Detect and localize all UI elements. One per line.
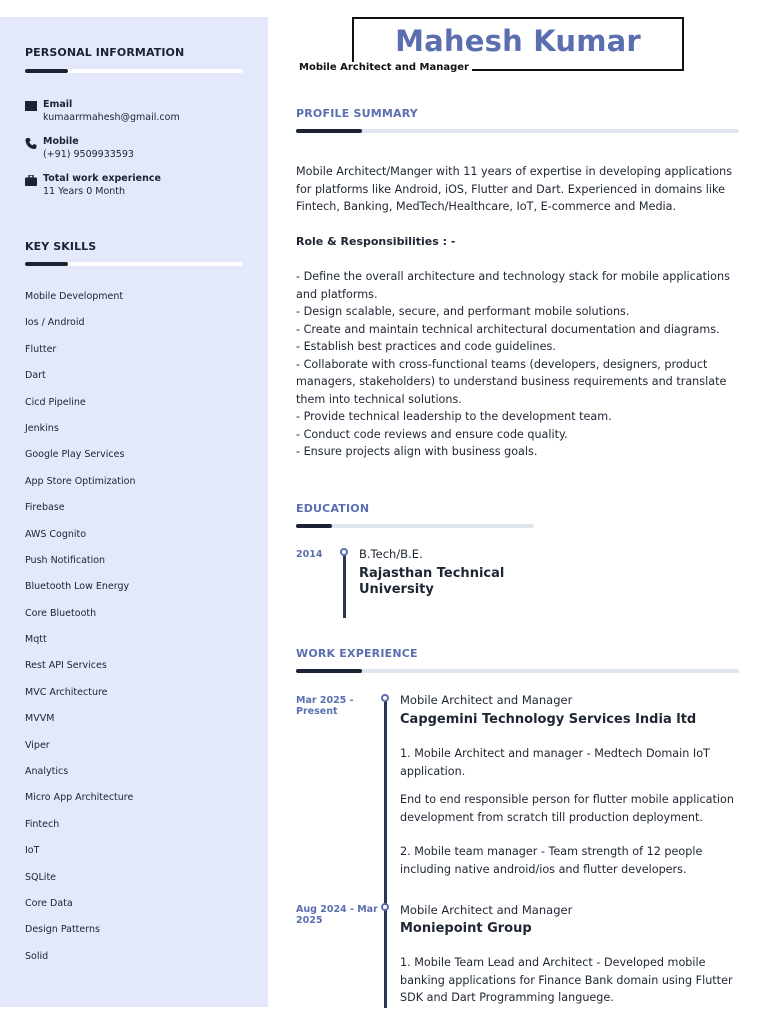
key-skills-divider (25, 262, 243, 266)
education-date: 2014 (296, 549, 323, 560)
skill-item: Flutter (25, 343, 57, 355)
skill-item: Mobile Development (25, 291, 124, 302)
skill-item: SQLite (25, 871, 57, 883)
skill-item: Core Bluetooth (25, 607, 97, 619)
skill-item: Micro App Architecture (25, 792, 134, 804)
phone-icon (25, 138, 37, 149)
education-school: Rajasthan Technical University (359, 566, 505, 597)
education-title: EDUCATION (296, 502, 370, 515)
roles-list (296, 268, 736, 461)
skill-item: App Store Optimization (25, 475, 136, 487)
profile-summary-divider (296, 129, 739, 133)
job-company: Moniepoint Group (400, 921, 532, 936)
work-timeline-line (384, 698, 387, 1008)
profile-summary-text: Mobile Architect/Manger with 11 years of expertise in developing applications for platforms like Android, iOS, Flutter and Dart. Experienced in domains like Fintech, Banking, MedTech/Healthcare, IoT, E-commerce and Media. (296, 165, 733, 213)
personal-info-title: PERSONAL INFORMATION (25, 46, 185, 59)
role-item: - Design scalable, secure, and performant mobile solutions. (296, 305, 630, 318)
skills-list (25, 291, 135, 977)
timeline-dot (340, 548, 348, 556)
phone-value[interactable]: (+91) 9509933593 (43, 149, 134, 160)
education-degree: B.Tech/B.E. (359, 547, 423, 561)
work-experience-divider (296, 669, 739, 673)
job-point: 1. Mobile Architect and manager - Medtech Domain IoT application. (400, 747, 710, 778)
skill-item: MVC Architecture (25, 686, 108, 698)
key-skills-title: KEY SKILLS (25, 240, 97, 253)
email-value[interactable]: kumaarrmahesh@gmail.com (43, 112, 180, 123)
experience-value: 11 Years 0 Month (43, 186, 126, 197)
skill-item: Design Patterns (25, 924, 100, 936)
skill-item: Rest API Services (25, 660, 107, 672)
role-item: - Provide technical leadership to the development team. (296, 410, 612, 423)
personal-info-divider (25, 69, 243, 73)
role-item: - Ensure projects align with business goals. (296, 445, 538, 458)
job-date: Aug 2024 - Mar 2025 (296, 904, 378, 926)
job-company: Capgemini Technology Services India ltd (400, 712, 697, 727)
skill-item: Bluetooth Low Energy (25, 581, 130, 593)
roles-heading: Role & Responsibilities : - (296, 235, 456, 248)
skill-item: Solid (25, 950, 49, 962)
skill-item: IoT (25, 845, 40, 857)
role-item: - Create and maintain technical architectural documentation and diagrams. (296, 322, 720, 336)
skill-item: Core Data (25, 897, 73, 909)
timeline-dot (381, 903, 389, 911)
candidate-job-title: Mobile Architect and Manager (296, 62, 472, 73)
candidate-name: Mahesh Kumar (395, 24, 641, 58)
job-role: Mobile Architect and Manager (400, 903, 573, 917)
skill-item: Firebase (25, 502, 65, 514)
job-date: Mar 2025 - Present (296, 695, 354, 717)
job-point: 2. Mobile team manager - Team strength of 12 people including native android/ios and flutter developers. (400, 845, 703, 876)
role-item: - Define the overall architecture and technology stack for mobile applications and platforms. (296, 270, 730, 301)
job-point: 1. Mobile Team Lead and Architect - Developed mobile banking applications for Finance Bank domain using Flutter SDK and Dart Programming languege. (400, 956, 733, 1004)
timeline-dot (381, 694, 389, 702)
contact-label: Email (43, 99, 73, 110)
skill-item: MVVM (25, 713, 55, 725)
skill-item: Ios / Android (25, 317, 85, 329)
skill-item: Push Notification (25, 554, 106, 566)
skill-item: Viper (25, 739, 50, 751)
email-icon (25, 101, 37, 111)
skill-item: Dart (25, 370, 46, 382)
skill-item: Analytics (25, 766, 69, 778)
skill-item: AWS Cognito (25, 528, 87, 540)
contact-label: Mobile (43, 136, 79, 147)
education-timeline-line (343, 551, 346, 618)
job-point: End to end responsible person for flutter mobile application development from scratch till production deployment. (400, 793, 734, 824)
education-divider (296, 524, 534, 528)
profile-summary-title: PROFILE SUMMARY (296, 107, 418, 120)
skill-item: Cicd Pipeline (25, 396, 86, 408)
work-experience-title: WORK EXPERIENCE (296, 647, 418, 660)
role-item: - Collaborate with cross-functional teams (developers, designers, product managers, stakeholders) to understand business requirements and translate them into technical solutions. (296, 357, 727, 406)
role-item: - Conduct code reviews and ensure code quality. (296, 427, 568, 441)
skill-item: Mqtt (25, 634, 47, 646)
role-item: - Establish best practices and code guidelines. (296, 340, 556, 353)
contact-label: Total work experience (43, 173, 161, 184)
skill-item: Jenkins (25, 422, 59, 434)
skill-item: Google Play Services (25, 449, 125, 461)
skill-item: Fintech (25, 818, 60, 830)
briefcase-icon (25, 175, 37, 186)
job-role: Mobile Architect and Manager (400, 693, 573, 707)
